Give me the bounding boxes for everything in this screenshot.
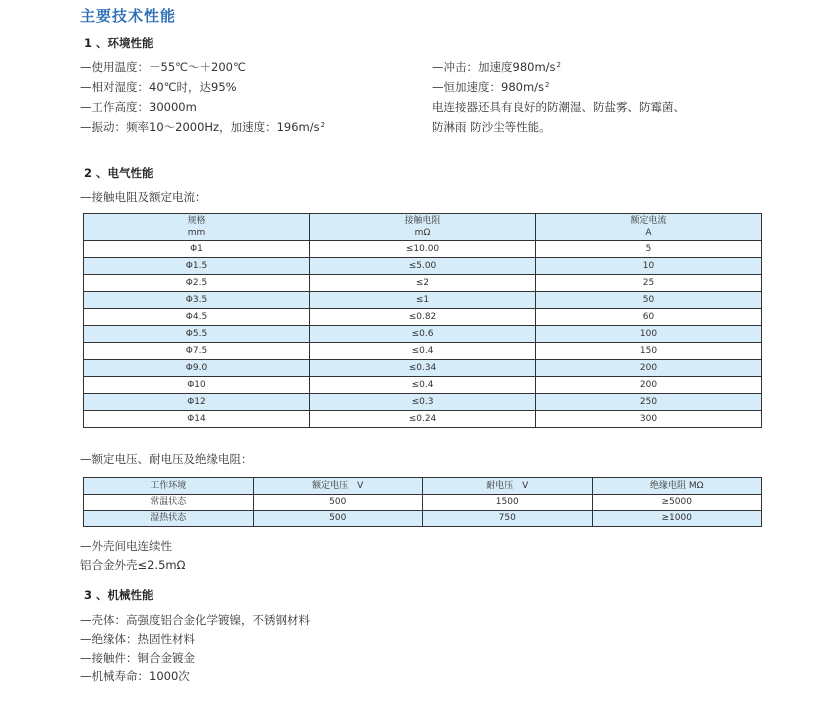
cell-current: 150 xyxy=(536,343,762,360)
mech-insulator: —绝缘体：热固性材料 xyxy=(80,632,195,646)
table-row xyxy=(84,495,762,511)
cell-current: 50 xyxy=(536,292,762,309)
table-header-row xyxy=(84,478,762,495)
cell-insulation: ≥1000 xyxy=(592,511,762,527)
contact-caption: —接触电阻及额定电流： xyxy=(80,190,207,204)
header-spec: 规格 mm xyxy=(84,214,310,241)
cell-resistance: ≤0.4 xyxy=(310,343,536,360)
cell-current: 10 xyxy=(536,258,762,275)
shell-resistance: 铝合金外壳≤2.5mΩ xyxy=(80,558,186,572)
env-protection-line-1: 电连接器还具有良好的防潮湿、防盐雾、防霉菌、 xyxy=(432,100,685,114)
cell-rated-voltage: 500 xyxy=(253,511,423,527)
cell-current: 5 xyxy=(536,241,762,258)
cell-spec: Φ12 xyxy=(84,394,310,411)
cell-insulation: ≥5000 xyxy=(592,495,762,511)
env-protection-line-2: 防淋雨 防沙尘等性能。 xyxy=(432,120,551,134)
cell-spec: Φ3.5 xyxy=(84,292,310,309)
table-row xyxy=(84,326,762,343)
voltage-caption: —额定电压、耐电压及绝缘电阻： xyxy=(80,452,253,466)
mech-life: —机械寿命：1000次 xyxy=(80,669,190,683)
cell-resistance: ≤0.6 xyxy=(310,326,536,343)
header-rated-voltage: 额定电压 V xyxy=(253,478,423,495)
contact-resistance-table xyxy=(83,213,762,428)
env-vibration: —振动：频率10～2000Hz，加速度：$196m/s^2$ xyxy=(80,120,326,134)
mech-heading: 3 、机械性能 xyxy=(84,588,154,602)
cell-current: 300 xyxy=(536,411,762,428)
header-contact-resistance: 接触电阻 mΩ xyxy=(310,214,536,241)
table-row xyxy=(84,394,762,411)
cell-withstand-voltage: 1500 xyxy=(423,495,593,511)
cell-resistance: ≤0.24 xyxy=(310,411,536,428)
table-row xyxy=(84,377,762,394)
table-row xyxy=(84,411,762,428)
cell-environment: 常温状态 xyxy=(84,495,254,511)
table-row xyxy=(84,511,762,527)
table-row xyxy=(84,309,762,326)
page-title: 主要技术性能 xyxy=(80,7,177,25)
cell-spec: Φ10 xyxy=(84,377,310,394)
table-row xyxy=(84,343,762,360)
cell-current: 250 xyxy=(536,394,762,411)
cell-spec: Φ2.5 xyxy=(84,275,310,292)
cell-spec: Φ4.5 xyxy=(84,309,310,326)
cell-current: 25 xyxy=(536,275,762,292)
env-humidity: —相对湿度：40℃时，达95% xyxy=(80,80,237,94)
cell-resistance: ≤0.34 xyxy=(310,360,536,377)
header-environment: 工作环境 xyxy=(84,478,254,495)
cell-resistance: ≤0.3 xyxy=(310,394,536,411)
cell-current: 200 xyxy=(536,377,762,394)
cell-current: 60 xyxy=(536,309,762,326)
cell-resistance: ≤0.82 xyxy=(310,309,536,326)
elec-heading: 2 、电气性能 xyxy=(84,166,154,180)
mech-contacts: —接触件：铜合金镀金 xyxy=(80,651,195,665)
table-header-row xyxy=(84,214,762,241)
header-rated-current: 额定电流 A xyxy=(536,214,762,241)
cell-withstand-voltage: 750 xyxy=(423,511,593,527)
voltage-table xyxy=(83,477,762,527)
cell-resistance: ≤10.00 xyxy=(310,241,536,258)
table-row xyxy=(84,360,762,377)
header-withstand-voltage: 耐电压 V xyxy=(423,478,593,495)
env-heading: 1 、环境性能 xyxy=(84,36,154,50)
cell-rated-voltage: 500 xyxy=(253,495,423,511)
cell-spec: Φ7.5 xyxy=(84,343,310,360)
cell-current: 100 xyxy=(536,326,762,343)
cell-current: 200 xyxy=(536,360,762,377)
env-altitude: —工作高度：30000m xyxy=(80,100,197,114)
env-temperature: —使用温度：－55℃～＋200℃ xyxy=(80,60,246,74)
cell-resistance: ≤5.00 xyxy=(310,258,536,275)
shell-continuity: —外壳间电连续性 xyxy=(80,539,172,553)
cell-resistance: ≤1 xyxy=(310,292,536,309)
table-row xyxy=(84,241,762,258)
cell-spec: Φ1 xyxy=(84,241,310,258)
mech-shell: —壳体：高强度铝合金化学镀镍，不锈钢材料 xyxy=(80,613,310,627)
cell-spec: Φ5.5 xyxy=(84,326,310,343)
table-row xyxy=(84,275,762,292)
table-row xyxy=(84,258,762,275)
cell-resistance: ≤2 xyxy=(310,275,536,292)
cell-spec: Φ1.5 xyxy=(84,258,310,275)
cell-spec: Φ14 xyxy=(84,411,310,428)
cell-environment: 湿热状态 xyxy=(84,511,254,527)
cell-spec: Φ9.0 xyxy=(84,360,310,377)
env-shock: —冲击：加速度$980m/s^2$ xyxy=(432,60,561,74)
cell-resistance: ≤0.4 xyxy=(310,377,536,394)
header-insulation-resistance: 绝缘电阻 MΩ xyxy=(592,478,762,495)
table-row xyxy=(84,292,762,309)
env-constant-acceleration: —恒加速度：$980m/s^2$ xyxy=(432,80,550,94)
